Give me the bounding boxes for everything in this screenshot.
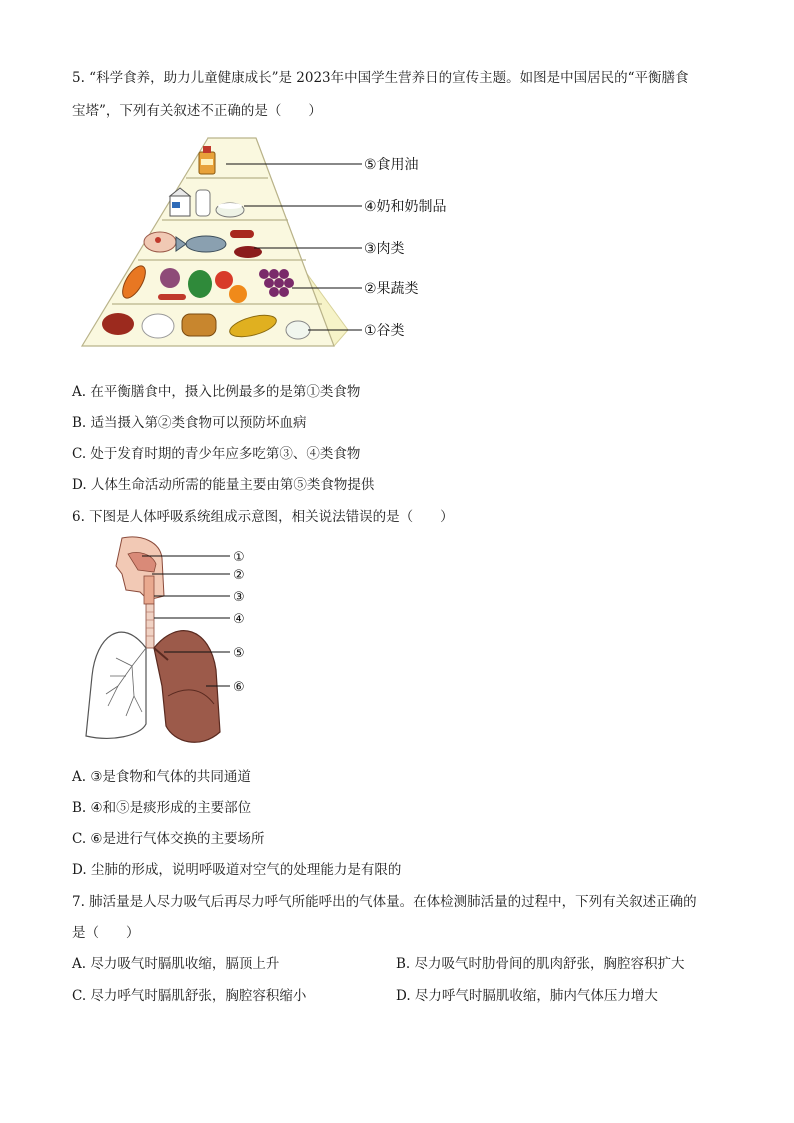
label-grains: ①谷类 <box>364 323 405 339</box>
q6-option-d: D. 尘肺的形成，说明呼吸道对空气的处理能力是有限的 <box>72 862 402 878</box>
q5-option-c: C. 处于发育时期的青少年应多吃第③、④类食物 <box>72 446 361 462</box>
q6-option-a: A. ③是食物和气体的共同通道 <box>72 769 251 785</box>
label-6: ⑥ <box>233 680 245 695</box>
q7-option-c: C. 尽力呼气时膈肌舒张，胸腔容积缩小 <box>72 988 307 1004</box>
q6-stem: 6. 下图是人体呼吸系统组成示意图，相关说法错误的是（ ） <box>72 509 454 525</box>
label-1: ① <box>233 550 245 565</box>
q7-option-b: B. 尽力吸气时肋骨间的肌肉舒张，胸腔容积扩大 <box>396 956 685 972</box>
left-lung-outline <box>86 632 146 738</box>
q7-option-d: D. 尽力呼气时膈肌收缩，肺内气体压力增大 <box>396 988 658 1004</box>
q5-stem-line2: 宝塔”，下列有关叙述不正确的是（ ） <box>72 103 322 119</box>
label-4: ④ <box>233 612 245 627</box>
respiratory-system-figure <box>82 536 262 752</box>
q5-option-b: B. 适当摄入第②类食物可以预防坏血病 <box>72 415 307 431</box>
label-meat: ③肉类 <box>364 241 405 257</box>
q7-stem-line1: 7. 肺活量是人尽力吸气后再尽力呼气所能呼出的气体量。在体检测肺活量的过程中，下列有关叙述正确的 <box>72 894 697 910</box>
q7-option-a: A. 尽力吸气时膈肌收缩，膈顶上升 <box>72 956 280 972</box>
food-pyramid-figure <box>78 134 468 352</box>
q5-option-a: A. 在平衡膳食中，摄入比例最多的是第①类食物 <box>72 384 361 400</box>
q5-option-d: D. 人体生命活动所需的能量主要由第⑤类食物提供 <box>72 477 375 493</box>
trachea <box>146 604 154 648</box>
q6-option-c: C. ⑥是进行气体交换的主要场所 <box>72 831 265 847</box>
q6-option-b: B. ④和⑤是痰形成的主要部位 <box>72 800 252 816</box>
label-oil: ⑤食用油 <box>364 157 419 173</box>
label-fruit-veg: ②果蔬类 <box>364 281 419 297</box>
label-2: ② <box>233 568 245 583</box>
label-dairy: ④奶和奶制品 <box>364 199 447 215</box>
label-5: ⑤ <box>233 646 245 661</box>
q5-stem-line1: 5. “科学食养，助力儿童健康成长”是 2023年中国学生营养日的宣传主题。如图是中国居民的“平衡膳食 <box>72 70 689 86</box>
label-3: ③ <box>233 590 245 605</box>
q7-stem-line2: 是（ ） <box>72 925 140 941</box>
